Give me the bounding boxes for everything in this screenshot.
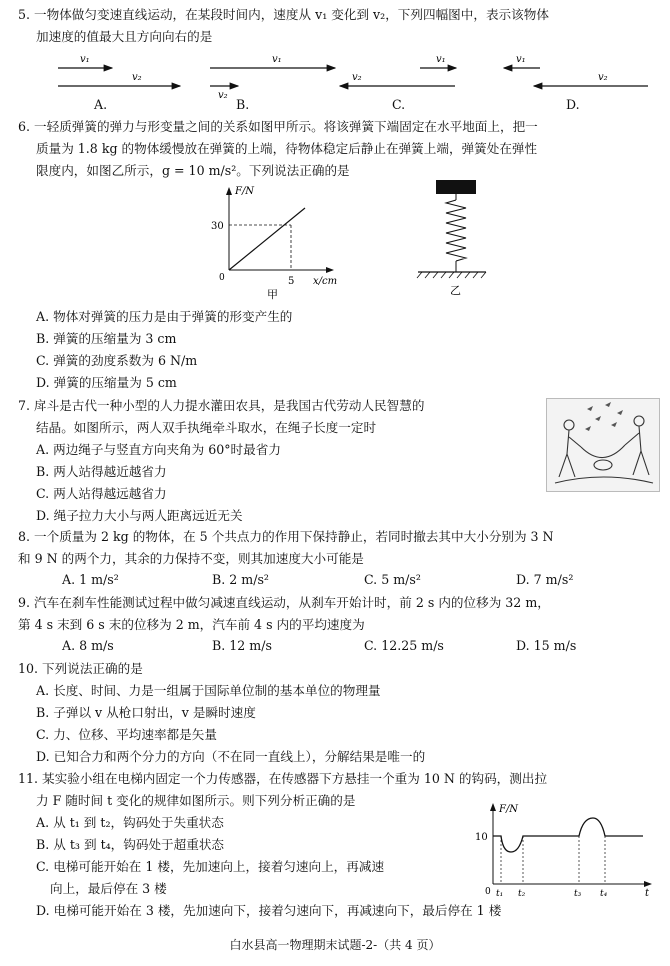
q11-force-curve	[493, 818, 643, 852]
q7-figure-left-body	[559, 430, 581, 477]
q10-option-b[interactable]: B. 子弹以 v 从枪口射出，v 是瞬时速度	[36, 705, 256, 720]
q7-figure-right-head	[634, 416, 644, 426]
q5-option-a[interactable]: A.	[94, 97, 108, 112]
q11-y-tick: 10	[475, 832, 488, 843]
q11-option-c-cont: 向上，最后停在 3 楼	[50, 881, 167, 896]
q5-diagram-d	[504, 54, 648, 86]
q10-option-d[interactable]: D. 已知合力和两个分力的方向（不在同一直线上），分解结果是唯一的	[36, 749, 426, 764]
q9-option-a[interactable]: A. 8 m/s	[62, 638, 114, 653]
q7-dou-illustration	[546, 398, 660, 492]
q11-origin: 0	[485, 887, 491, 897]
q6-stem-line3: 限度内，如图乙所示，g = 10 m/s²。下列说法正确的是	[36, 163, 350, 178]
q5-diagram-b	[210, 54, 335, 101]
q10-stem: 10. 下列说法正确的是	[18, 661, 143, 676]
q6-y-label: F/N	[235, 186, 255, 197]
q8-option-d[interactable]: D. 7 m/s²	[516, 572, 574, 587]
q8-stem-line2: 和 9 N 的两个力，其余的力保持不变，则其加速度大小可能是	[18, 551, 364, 566]
q11-option-d[interactable]: D. 电梯可能开始在 3 楼，先加速向下，接着匀速向下，再减速向下，最后停在 1 楼	[36, 903, 502, 918]
q11-option-c[interactable]: C. 电梯可能开始在 1 楼，先加速向上，接着匀速向上，再减速	[36, 859, 385, 874]
q6-option-c[interactable]: C. 弹簧的劲度系数为 6 N/m	[36, 353, 198, 368]
q7-option-d[interactable]: D. 绳子拉力大小与两人距离远近无关	[36, 508, 243, 523]
q6-graph-jia	[205, 180, 355, 300]
q5-diagram-c	[340, 54, 456, 86]
q6-x-tick: 5	[288, 276, 295, 287]
q5a-v2-label: v₂	[132, 72, 142, 83]
q5d-v2-label: v₂	[598, 72, 608, 83]
q11-t4: t₄	[600, 889, 608, 899]
q6-stem-line1: 6. 一轻质弹簧的弹力与形变量之间的关系如图甲所示。将该弹簧下端固定在水平地面上，把一	[18, 119, 538, 134]
q6-origin: 0	[219, 273, 225, 283]
q6-caption-yi: 乙	[450, 284, 461, 297]
q11-stem-line2: 力 F 随时间 t 变化的规律如图所示。则下列分析正确的是	[36, 793, 356, 808]
q6-block	[436, 180, 476, 194]
q5b-v2-label: v₂	[218, 90, 228, 101]
q6-y-tick: 30	[211, 221, 224, 232]
q11-force-time-graph	[475, 800, 655, 900]
q5c-v2-label: v₂	[352, 72, 362, 83]
q11-t3: t₃	[574, 889, 582, 899]
q6-f-x-line	[229, 208, 305, 270]
q5-diagram-a	[58, 54, 180, 86]
q9-option-b[interactable]: B. 12 m/s	[212, 638, 272, 653]
q5c-v1-label: v₁	[436, 54, 446, 65]
q9-option-d[interactable]: D. 15 m/s	[516, 638, 577, 653]
q6-ground-hatch	[417, 272, 486, 278]
q8-stem-line1: 8. 一个质量为 2 kg 的物体，在 5 个共点力的作用下保持静止，若同时撤去其中大小分别为 3 N	[18, 529, 554, 544]
q7-rope	[581, 445, 625, 458]
q9-stem-line2: 第 4 s 末到 6 s 末的位移为 2 m，汽车前 4 s 内的平均速度为	[18, 617, 365, 632]
q5-stem-line2: 加速度的值最大且方向向右的是	[36, 29, 213, 44]
q5-option-b[interactable]: B.	[236, 97, 250, 112]
q5-option-c[interactable]: C.	[392, 97, 406, 112]
q5a-v1-label: v₁	[80, 54, 90, 65]
q7-bucket	[594, 460, 612, 470]
q8-option-a[interactable]: A. 1 m/s²	[62, 572, 119, 587]
q6-option-b[interactable]: B. 弹簧的压缩量为 3 cm	[36, 331, 177, 346]
q6-spring	[446, 200, 466, 261]
q8-option-c[interactable]: C. 5 m/s²	[364, 572, 421, 587]
q9-option-c[interactable]: C. 12.25 m/s	[364, 638, 444, 653]
q11-x-label: t	[645, 888, 650, 899]
q9-stem-line1: 9. 汽车在刹车性能测试过程中做匀减速直线运动，从刹车开始计时，前 2 s 内的位移为 32 m，	[18, 595, 550, 610]
q11-y-label: F/N	[499, 804, 519, 815]
q10-option-a[interactable]: A. 长度、时间、力是一组属于国际单位制的基本单位的物理量	[36, 683, 381, 698]
q6-x-label: x/cm	[313, 276, 338, 287]
q7-figure-right-body	[625, 426, 649, 475]
q6-option-d[interactable]: D. 弹簧的压缩量为 5 cm	[36, 375, 177, 390]
q7-figure-left-head	[564, 420, 574, 430]
q7-option-b[interactable]: B. 两人站得越近越省力	[36, 464, 167, 479]
q5-stem-line1: 5. 一物体做匀变速直线运动，在某段时间内，速度从 v₁ 变化到 v₂，下列四幅图中，表示该物体	[18, 7, 549, 22]
q6-stem-line2: 质量为 1.8 kg 的物体缓慢放在弹簧的上端，待物体稳定后静止在弹簧上端，弹簧处在弹性	[36, 141, 538, 156]
q7-stem-line2: 结晶。如图所示，两人双手执绳牵斗取水，在绳子长度一定时	[36, 420, 377, 435]
q7-option-c[interactable]: C. 两人站得越远越省力	[36, 486, 167, 501]
q11-t1: t₁	[496, 889, 504, 899]
q5-option-d[interactable]: D.	[566, 97, 580, 112]
q7-birds	[585, 402, 623, 431]
q11-option-b[interactable]: B. 从 t₃ 到 t₄，钩码处于超重状态	[36, 837, 225, 852]
q7-water	[555, 477, 653, 483]
q6-spring-diagram-yi	[412, 178, 492, 298]
q5b-v1-label: v₁	[272, 54, 282, 65]
q11-t2: t₂	[518, 889, 526, 899]
q5d-v1-label: v₁	[516, 54, 526, 65]
q7-option-a[interactable]: A. 两边绳子与竖直方向夹角为 60°时最省力	[36, 442, 281, 457]
q11-option-a[interactable]: A. 从 t₁ 到 t₂，钩码处于失重状态	[36, 815, 224, 830]
page-footer: 白水县高一物理期末试题-2-（共 4 页）	[229, 938, 441, 952]
q10-option-c[interactable]: C. 力、位移、平均速率都是矢量	[36, 727, 217, 742]
q11-stem-line1: 11. 某实验小组在电梯内固定一个力传感器，在传感器下方悬挂一个重为 10 N 的钩码，测出拉	[18, 771, 548, 786]
q6-caption-jia: 甲	[267, 288, 278, 301]
q8-option-b[interactable]: B. 2 m/s²	[212, 572, 269, 587]
q6-option-a[interactable]: A. 物体对弹簧的压力是由于弹簧的形变产生的	[36, 309, 293, 324]
q7-stem-line1: 7. 戽斗是古代一种小型的人力提水灌田农具，是我国古代劳动人民智慧的	[18, 398, 425, 413]
